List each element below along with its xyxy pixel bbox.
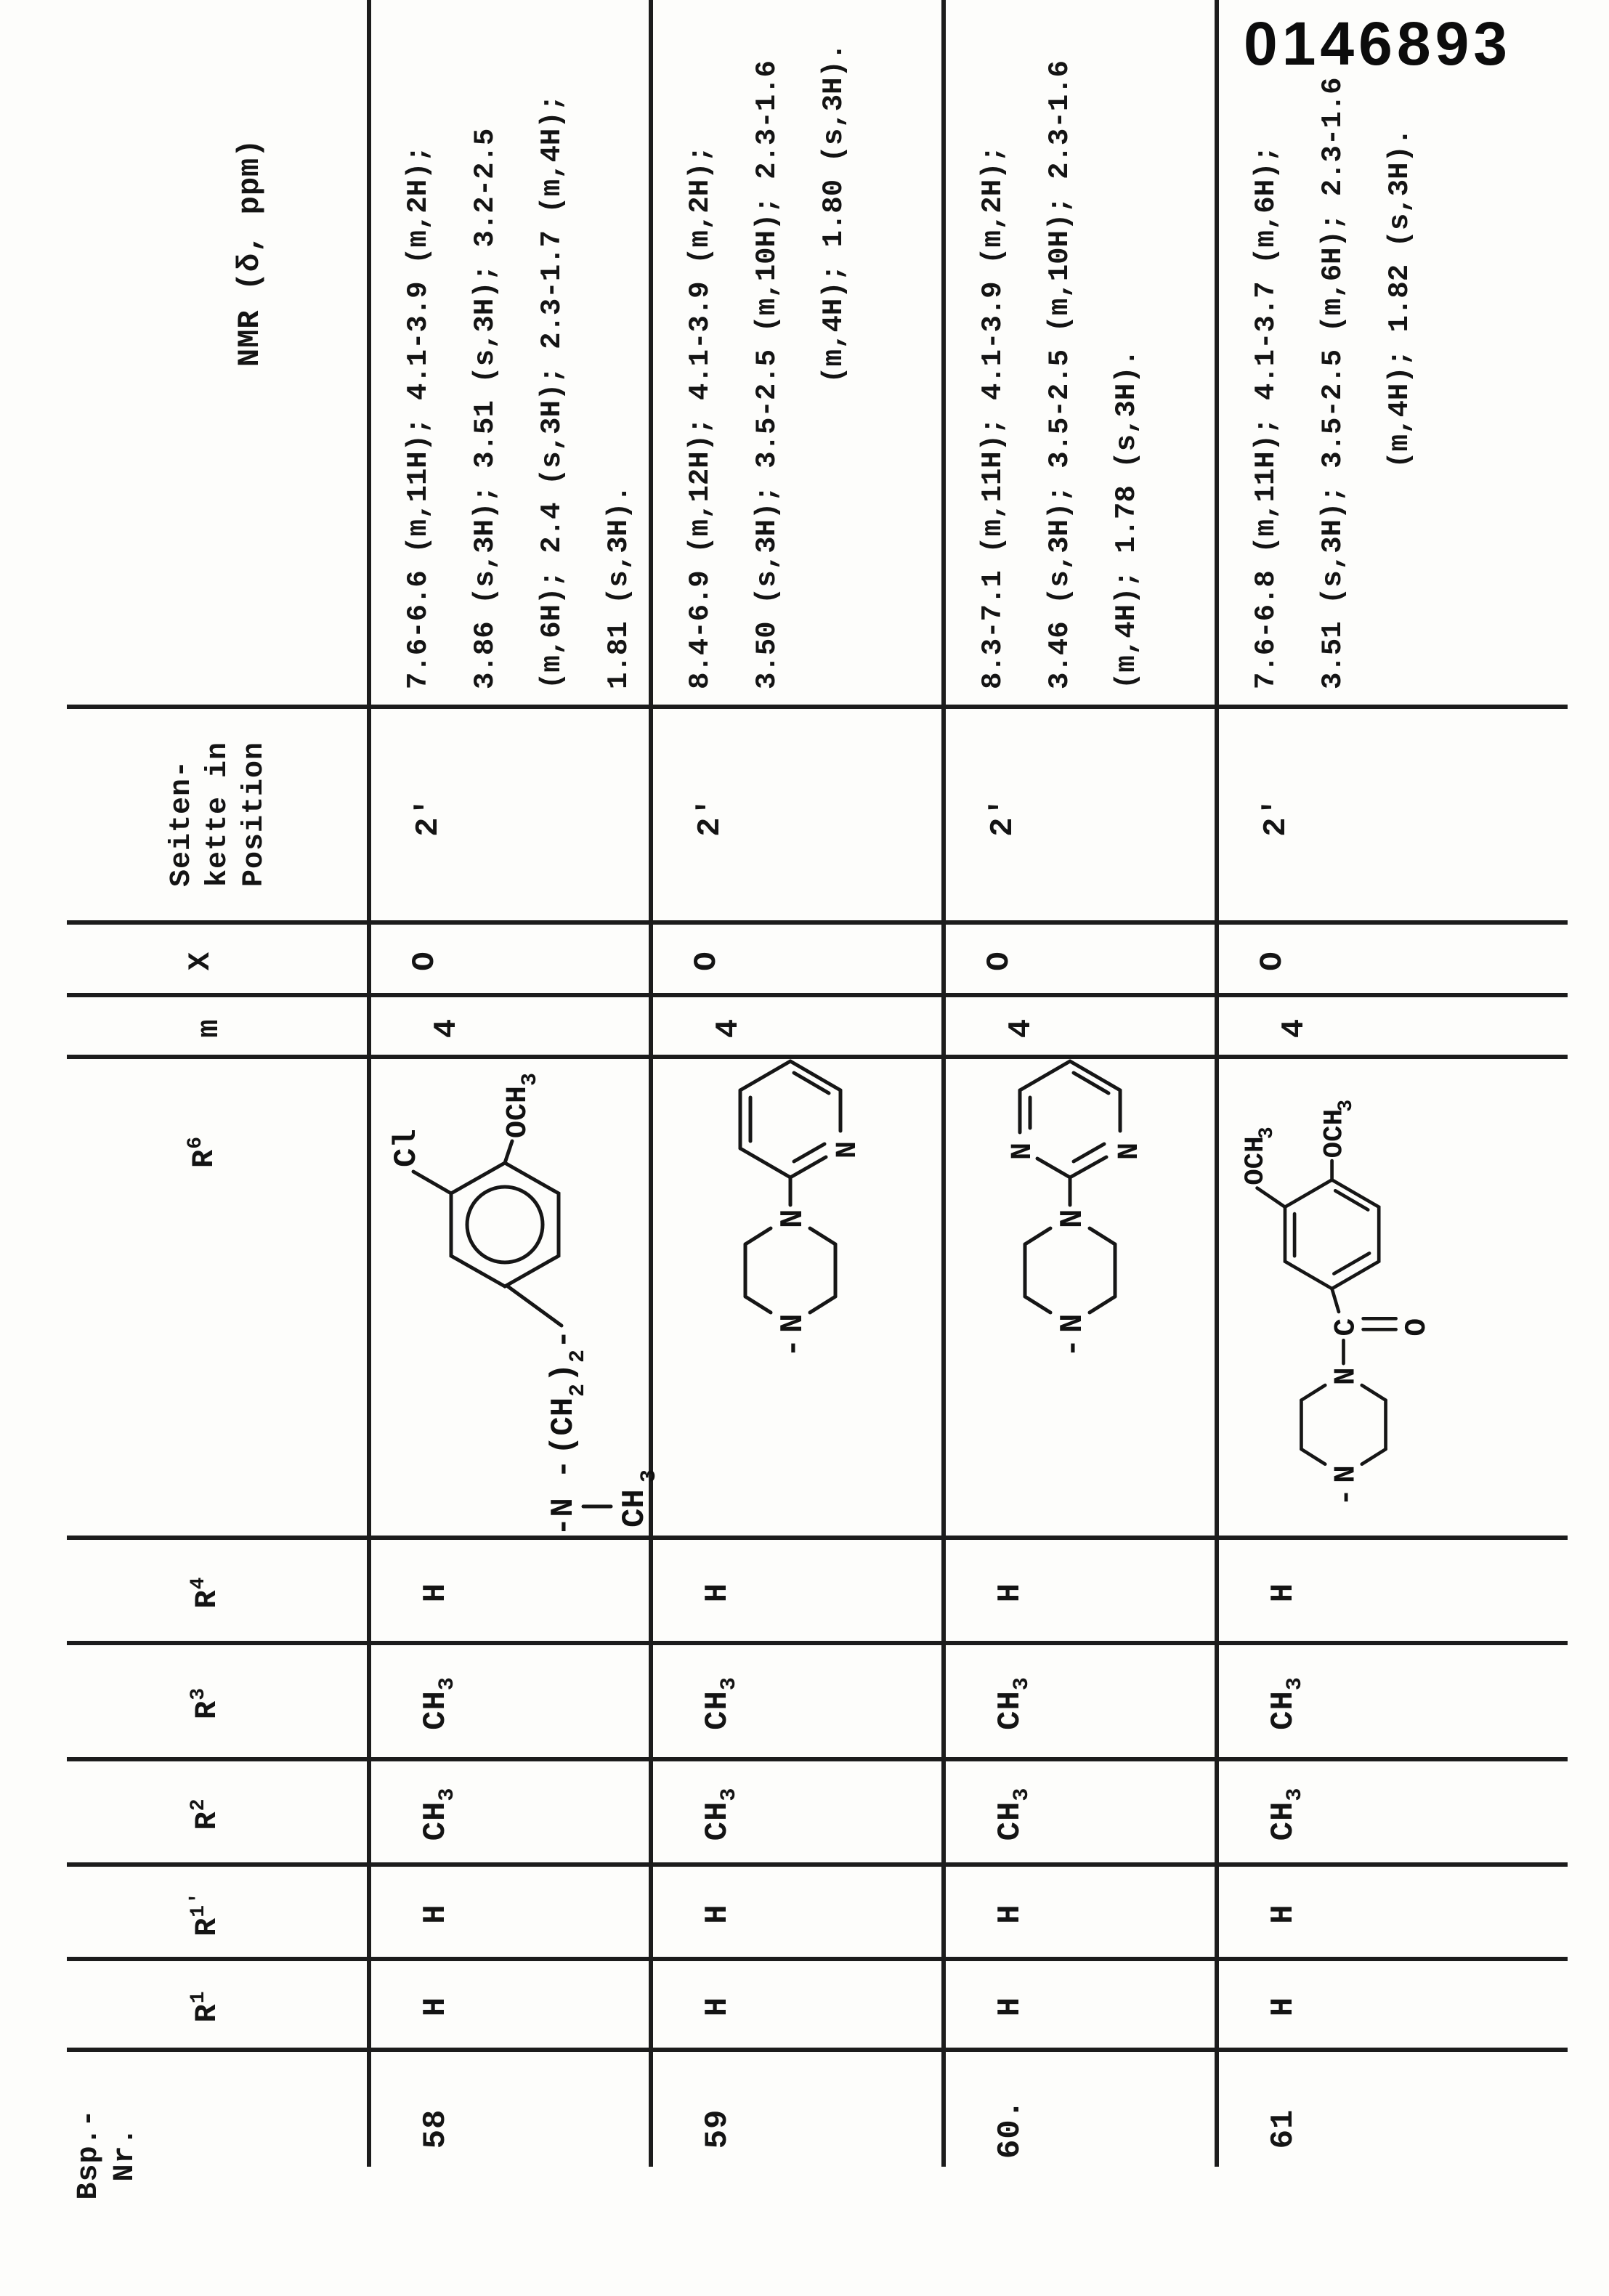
grid-line xyxy=(367,0,371,2167)
svg-text:Cl: Cl xyxy=(389,1129,425,1167)
structure-row59-pyridinyl-piperazine xyxy=(686,1047,890,1359)
svg-text:CH: CH xyxy=(617,1489,653,1528)
header-nmr: NMR (δ, ppm) xyxy=(232,138,267,367)
structure-row60-pyrimidinyl-piperazine xyxy=(962,1047,1173,1359)
svg-text:N: N xyxy=(1114,1142,1146,1160)
cell-pos-row59: 2' xyxy=(692,797,729,837)
svg-text:-: - xyxy=(546,1329,582,1349)
header-m: m xyxy=(192,1018,227,1038)
header-x: X xyxy=(183,951,218,971)
cell-r1-row59: H xyxy=(700,1996,736,2017)
svg-text:OCH: OCH xyxy=(502,1085,535,1138)
cell-r3-row61: $CH_3$ xyxy=(1265,1676,1308,1730)
cell-r4-row59: H xyxy=(700,1582,736,1603)
svg-text:C: C xyxy=(1329,1318,1363,1336)
svg-text:-: - xyxy=(775,1338,811,1358)
cell-r2-row59: $CH_3$ xyxy=(700,1787,742,1841)
cell-r1p-row61: H xyxy=(1265,1904,1302,1924)
cell-m-row59: 4 xyxy=(710,1018,747,1039)
svg-text:O: O xyxy=(1400,1318,1434,1336)
cell-r2-row60: $CH_3$ xyxy=(992,1787,1034,1841)
header-seitenkette: Seiten- kette in Position xyxy=(166,741,271,887)
cell-x-row58: O xyxy=(407,951,443,971)
svg-text:N: N xyxy=(1055,1209,1091,1228)
grid-line xyxy=(67,1641,1568,1645)
header-r4: $R^4$ xyxy=(187,1576,224,1609)
cell-r1p-row58: H xyxy=(418,1904,454,1924)
structure-row58-chloro-methoxyphenyl-amine xyxy=(381,1061,665,1541)
grid-line xyxy=(67,1862,1568,1867)
svg-text:2: 2 xyxy=(566,1349,591,1363)
svg-text:3: 3 xyxy=(1334,1099,1358,1112)
grid-line xyxy=(67,920,1568,925)
header-r2: $R^2$ xyxy=(187,1798,224,1830)
header-r3: $R^3$ xyxy=(187,1687,224,1720)
svg-text:3: 3 xyxy=(637,1469,662,1482)
cell-r2-row58: $CH_3$ xyxy=(418,1787,460,1841)
structure-row61-dimethoxybenzoyl-piperazine xyxy=(1231,1072,1456,1508)
header-r1-prime: $R^{1'}$ xyxy=(187,1891,224,1936)
svg-text:N: N xyxy=(1007,1142,1039,1160)
cell-m-row60: 4 xyxy=(1003,1018,1039,1039)
svg-text:): ) xyxy=(546,1363,582,1382)
cell-r1p-row59: H xyxy=(700,1904,736,1924)
svg-text:(CH: (CH xyxy=(546,1397,582,1455)
cell-x-row61: O xyxy=(1255,951,1291,971)
patent-number: 0146893 xyxy=(1244,9,1512,78)
svg-text:N: N xyxy=(775,1209,811,1228)
cell-pos-row61: 2' xyxy=(1258,797,1294,837)
svg-text:OCH: OCH xyxy=(1319,1108,1350,1159)
header-bsp-nr: Bsp.- Nr. xyxy=(73,2109,142,2200)
header-r6: $R^6$ xyxy=(185,1135,222,1169)
cell-r4-row60: H xyxy=(992,1582,1029,1603)
grid-line xyxy=(67,1536,1568,1540)
cell-r1-row60: H xyxy=(992,1996,1029,2017)
grid-line xyxy=(941,0,946,2167)
cell-pos-row58: 2' xyxy=(410,797,447,837)
cell-r1-row58: H xyxy=(418,1996,454,2017)
svg-text:OCH: OCH xyxy=(1241,1136,1272,1185)
svg-text:-: - xyxy=(1055,1338,1091,1358)
svg-text:-N -: -N - xyxy=(546,1459,582,1536)
cell-r1-row61: H xyxy=(1265,1996,1302,2017)
cell-bsp-row60: 60. xyxy=(992,2098,1029,2159)
cell-r3-row58: $CH_3$ xyxy=(418,1676,460,1730)
svg-text:3: 3 xyxy=(518,1072,543,1086)
grid-line xyxy=(67,1957,1568,1961)
cell-x-row59: O xyxy=(689,951,725,971)
grid-line xyxy=(67,2048,1568,2052)
svg-text:N: N xyxy=(1329,1367,1363,1386)
grid-line xyxy=(67,1757,1568,1761)
cell-bsp-row61: 61 xyxy=(1265,2109,1302,2149)
svg-text:N: N xyxy=(832,1140,864,1159)
cell-r3-row60: $CH_3$ xyxy=(992,1676,1034,1730)
cell-m-row61: 4 xyxy=(1276,1018,1313,1039)
svg-text:N: N xyxy=(775,1313,811,1333)
grid-line xyxy=(1215,0,1219,2167)
svg-text:N: N xyxy=(1329,1465,1363,1483)
svg-text:N: N xyxy=(1055,1313,1091,1333)
cell-bsp-row58: 58 xyxy=(418,2109,454,2149)
grid-line xyxy=(67,705,1568,709)
cell-nmr-row60: 8.3-7.1 (m,11H); 4.1-3.9 (m,2H); 3.46 (s,3H); 3.5-2.5 (m,10H); 2.3-1.6 (m,4H); 1.78 (s,3H). xyxy=(977,60,1143,689)
cell-r3-row59: $CH_3$ xyxy=(700,1676,742,1730)
grid-line xyxy=(67,993,1568,997)
cell-x-row60: O xyxy=(981,951,1018,971)
cell-bsp-row59: 59 xyxy=(700,2109,736,2149)
cell-r4-row58: H xyxy=(418,1582,454,1603)
cell-m-row58: 4 xyxy=(429,1018,465,1039)
cell-pos-row60: 2' xyxy=(985,797,1021,837)
cell-r2-row61: $CH_3$ xyxy=(1265,1787,1308,1841)
svg-text:3: 3 xyxy=(1256,1127,1279,1140)
cell-nmr-row59: 8.4-6.9 (m,12H); 4.1-3.9 (m,2H); 3.50 (s,3H); 3.5-2.5 (m,10H); 2.3-1.6 (m,4H); 1.80 (s,3H). xyxy=(684,43,850,689)
svg-text:2: 2 xyxy=(566,1383,591,1397)
cell-r4-row61: H xyxy=(1265,1582,1302,1603)
cell-r1p-row60: H xyxy=(992,1904,1029,1924)
header-r1: $R^1$ xyxy=(187,1990,224,2023)
cell-nmr-row58: 7.6-6.6 (m,11H); 4.1-3.9 (m,2H); 3.86 (s,3H); 3.51 (s,3H); 3.2-2.5 (m,6H); 2.4 (s,3H); 2.3-1.7 (m,4H); 1.81 (s,3H). xyxy=(402,94,635,689)
cell-nmr-row61: 7.6-6.8 (m,11H); 4.1-3.7 (m,6H); 3.51 (s,3H); 3.5-2.5 (m,6H); 2.3-1.6 (m,4H); 1.82 (s,3H). xyxy=(1250,77,1416,689)
svg-text:-: - xyxy=(1329,1488,1363,1506)
